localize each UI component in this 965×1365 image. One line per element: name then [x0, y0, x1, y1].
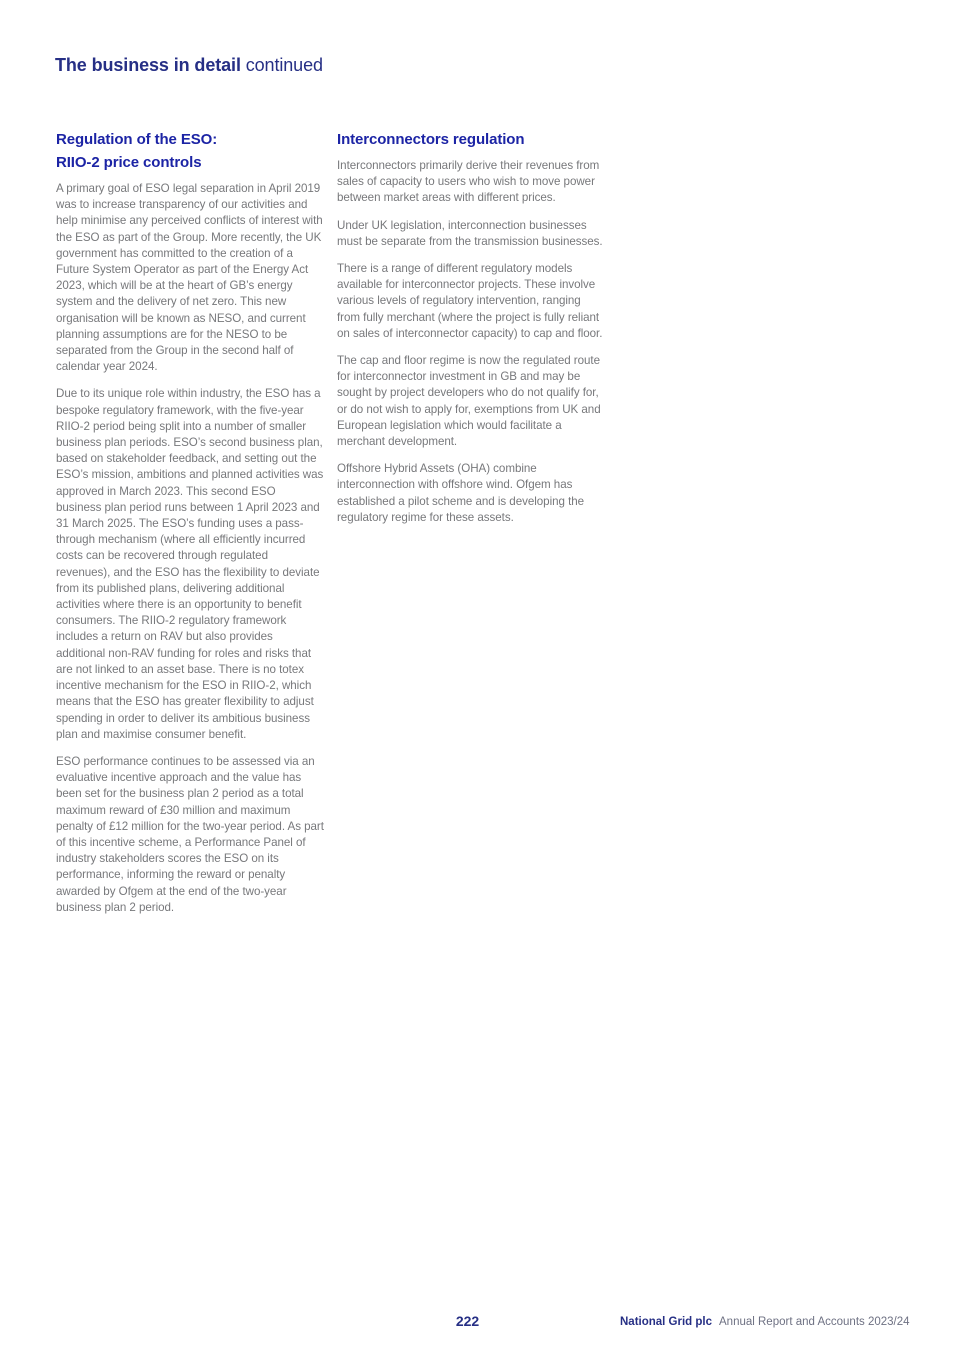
right-column: [337, 128, 605, 537]
left-column: [56, 128, 324, 927]
left-section-heading: [56, 128, 324, 174]
page-number: 222: [455, 1313, 480, 1329]
page-title: [55, 54, 323, 76]
paragraph: Due to its unique role within industry, the ESO has a bespoke regulatory framework, with the five-year RIIO-2 period being split into a number of smaller business plan periods. ESO’s second business plan, based on stakeholder feedback, and setting out the ESO’s mission, ambitions and planned activities was approved in March 2023. This second ESO business plan period runs between 1 April 2023 and 31 March 2025. The ESO’s funding uses a pass-through mechanism (where all efficiently incurred costs can be recovered through regulated revenues), and the ESO has the flexibility to deviate from its published plans, delivering additional activities where there is an opportunity to benefit consumers. The RIIO-2 regulatory framework includes a return on RAV but also provides additional non-RAV funding for roles and risks that are not linked to an asset base. There is no totex incentive mechanism for the ESO in RIIO-2, which means that the ESO has greater flexibility to adjust spending in order to deliver its ambitious business plan and maximise consumer benefit.: [56, 387, 324, 741]
left-column-body: [56, 181, 324, 916]
left-section-heading-line2: RIIO-2 price controls: [56, 154, 202, 171]
paragraph: There is a range of different regulatory models available for interconnector projects. These involve various levels of regulatory intervention, ranging from fully merchant (where the project is fully reliant on sales of interconnector capacity) to cap and floor.: [337, 262, 603, 340]
paragraph: Under UK legislation, interconnection businesses must be separate from the transmission businesses.: [337, 218, 603, 248]
paragraph: The cap and floor regime is now the regulated route for interconnector investment in GB and may be sought by project developers who do not qualify for, or do not wish to apply for, exemptions from UK and European legislation which would facilitate a merchant development.: [337, 354, 601, 449]
page-title-continued: continued: [240, 55, 323, 75]
paragraph: ESO performance continues to be assessed via an evaluative incentive approach and the value has been set for the business plan 2 period as a total maximum reward of £30 million and maximum penalty of £12 million for the two-year period. As part of this incentive scheme, a Performance Panel of industry stakeholders scores the ESO on its performance, informing the reward or penalty awarded by Ofgem at the end of the two-year business plan 2 period.: [56, 754, 324, 914]
right-column-body: [337, 158, 605, 526]
footer-report-title: Annual Report and Accounts 2023/24: [719, 1316, 910, 1328]
page-title-bold: The business in detail: [55, 55, 241, 75]
paragraph: Interconnectors primarily derive their revenues from sales of capacity to users who wish to move power between market areas with different prices.: [337, 159, 600, 205]
left-section-heading-line1: Regulation of the ESO:: [56, 131, 218, 148]
footer-company-name: National Grid plc: [620, 1316, 713, 1328]
paragraph: Offshore Hybrid Assets (OHA) combine interconnection with offshore wind. Ofgem has established a pilot scheme and is developing the regulatory regime for these assets.: [337, 462, 585, 524]
right-section-heading: Interconnectors regulation: [337, 131, 525, 148]
paragraph: A primary goal of ESO legal separation in April 2019 was to increase transparency of our activities and help minimise any perceived conflicts of interest with the ESO as part of the Group. More recently, the UK government has committed to the creation of a Future System Operator as part of the Energy Act 2023, which will be at the heart of GB’s energy system and the delivery of net zero. This new organisation will be known as NESO, and current planning assumptions are for the NESO to be separated from the Group in the second half of calendar year 2024.: [56, 182, 323, 374]
